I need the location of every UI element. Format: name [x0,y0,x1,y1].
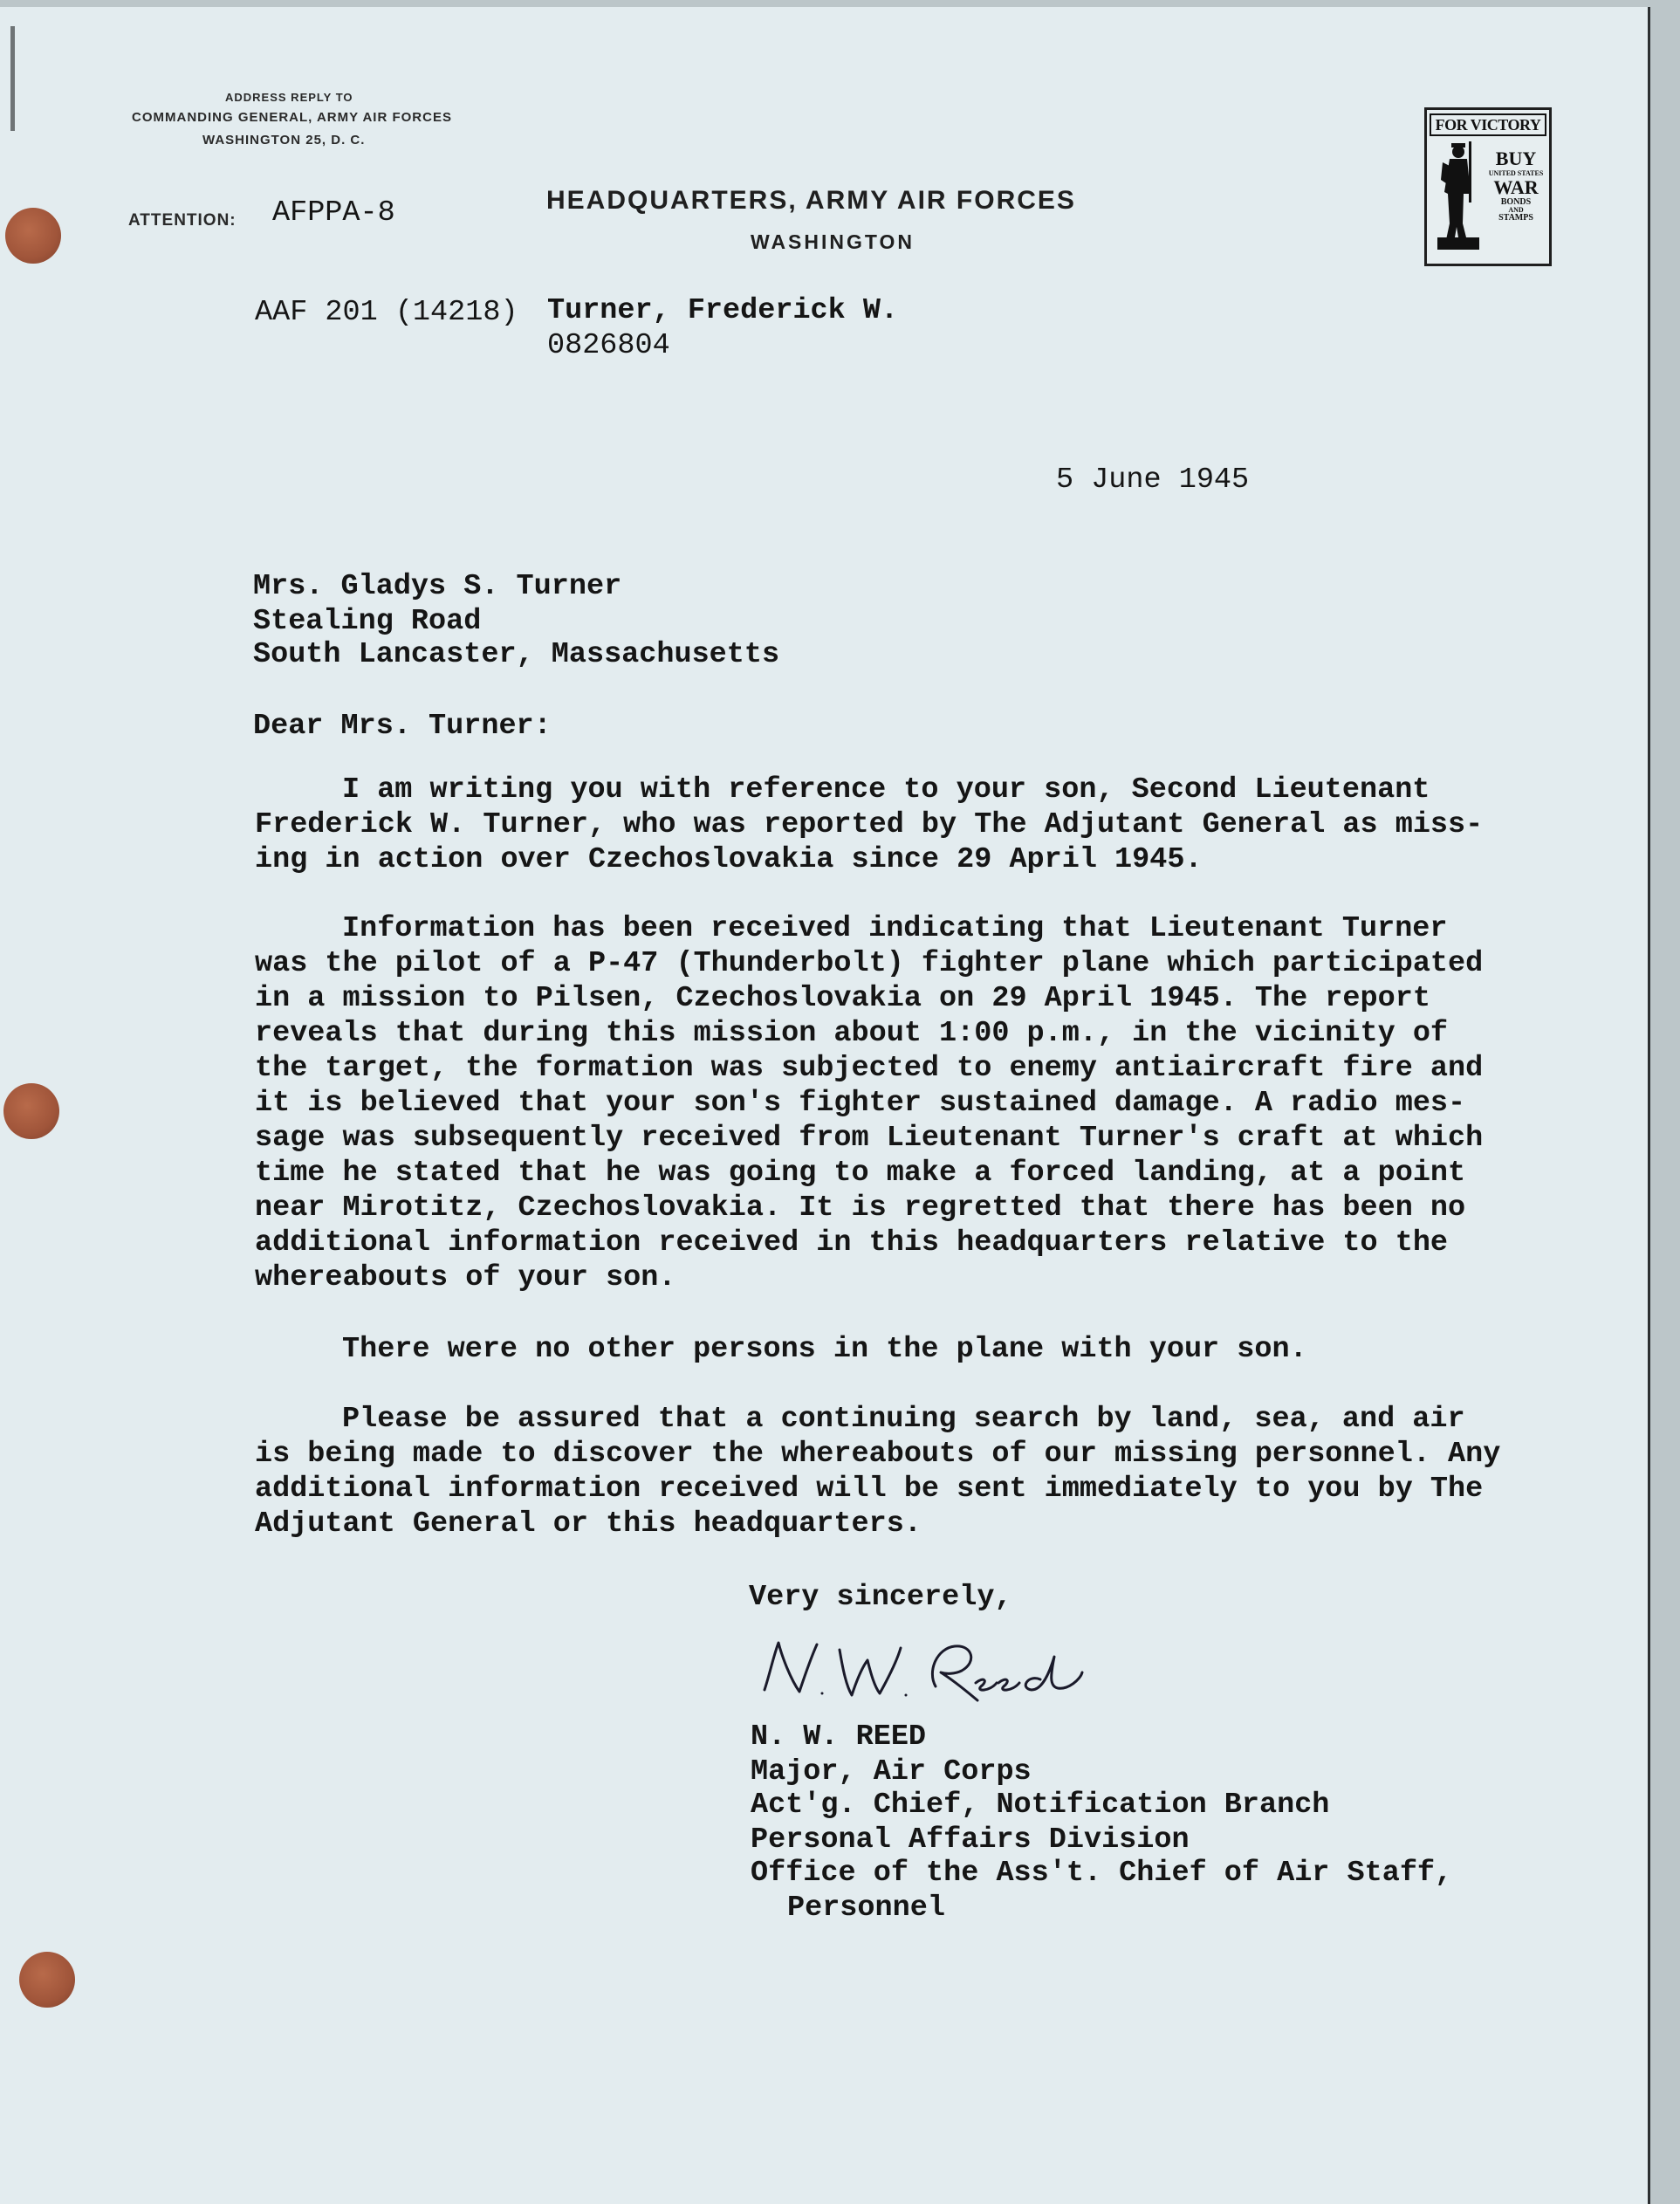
address-reply-line: WASHINGTON 25, D. C. [202,133,366,148]
paragraph-line: additional information received in this headquarters relative to the [255,1226,1449,1260]
letterhead-title: HEADQUARTERS, ARMY AIR FORCES [546,186,1076,215]
address-reply-line: COMMANDING GENERAL, ARMY AIR FORCES [132,110,452,125]
stamp-bonds: BONDS [1500,197,1532,207]
paragraph-line: ing in action over Czechoslovakia since 29 April 1945. [255,843,1203,876]
signer-office-cont: Personnel [787,1892,945,1925]
closing: Very sincerely, [749,1581,1012,1614]
body-paragraph-2 [255,911,1512,1295]
minuteman-figure-icon [1434,140,1486,253]
punch-hole-middle [3,1083,59,1139]
attention-label: ATTENTION: [128,211,237,230]
war-bonds-stamp [1424,107,1552,266]
paragraph-line: reveals that during this mission about 1:00 p.m., in the vicinity of [255,1017,1449,1050]
paragraph-line: sage was subsequently received from Lieutenant Turner's craft at which [255,1122,1484,1155]
recipient-street: Stealing Road [253,605,482,638]
paragraph-line: Please be assured that a continuing search by land, sea, and air [342,1403,1465,1436]
letterhead-subtitle: WASHINGTON [751,230,915,253]
handwritten-signature [752,1631,1084,1727]
paragraph-line: the target, the formation was subjected to enemy antiaircraft fire and [255,1052,1484,1085]
reference-name: Turner, Frederick W. [547,294,899,327]
paragraph-line: Information has been received indicating that Lieutenant Turner [342,912,1448,945]
paragraph-line: in a mission to Pilsen, Czechoslovakia on 29 April 1945. The report [255,982,1430,1015]
recipient-city: South Lancaster, Massachusetts [253,638,780,671]
stamp-and: AND [1508,206,1524,214]
address-reply-line: ADDRESS REPLY TO [225,91,353,104]
signer-title: Act'g. Chief, Notification Branch [751,1789,1330,1822]
paragraph-line: There were no other persons in the plane with your son. [342,1333,1307,1366]
stamp-united-states: UNITED STATES [1488,169,1544,177]
recipient-name: Mrs. Gladys S. Turner [253,570,622,603]
paragraph-line: was the pilot of a P-47 (Thunderbolt) fighter plane which participated [255,947,1484,980]
stamp-stamps: STAMPS [1498,213,1533,223]
signer-rank: Major, Air Corps [751,1755,1032,1789]
stamp-words [1488,148,1544,222]
paragraph-line: it is believed that your son's fighter sustained damage. A radio mes- [255,1087,1466,1120]
paragraph-line: whereabouts of your son. [255,1261,676,1294]
stamp-buy: BUY [1495,148,1537,169]
signer-name: N. W. REED [751,1720,927,1754]
paragraph-line: Frederick W. Turner, who was reported by The Adjutant General as miss- [255,808,1484,841]
salutation: Dear Mrs. Turner: [253,710,552,743]
paragraph-line: additional information received will be sent immediately to you by The [255,1473,1484,1506]
letter-page [0,7,1650,2204]
reference-serial: 0826804 [547,329,670,362]
stamp-top-text: FOR VICTORY [1430,113,1546,136]
paragraph-line: time he stated that he was going to make a forced landing, at a point [255,1157,1466,1190]
body-paragraph-1 [255,772,1512,877]
body-paragraph-4 [255,1402,1512,1541]
reference-file: AAF 201 (14218) [255,296,518,329]
attention-code: AFPPA-8 [272,196,395,230]
signer-division: Personal Affairs Division [751,1823,1190,1857]
paragraph-line: Adjutant General or this headquarters. [255,1507,922,1541]
stamp-war: WAR [1493,176,1539,198]
body-paragraph-3 [255,1332,1512,1367]
paragraph-line: I am writing you with reference to your son, Second Lieutenant [342,773,1430,807]
paragraph-line: is being made to discover the whereabouts of our missing personnel. Any [255,1438,1501,1471]
letter-date: 5 June 1945 [1056,463,1250,497]
margin-mark [10,26,15,131]
punch-hole-top [5,208,61,264]
paragraph-line: near Mirotitz, Czechoslovakia. It is regretted that there has been no [255,1191,1466,1225]
punch-hole-bottom [19,1952,75,2008]
signer-office: Office of the Ass't. Chief of Air Staff, [751,1857,1453,1890]
